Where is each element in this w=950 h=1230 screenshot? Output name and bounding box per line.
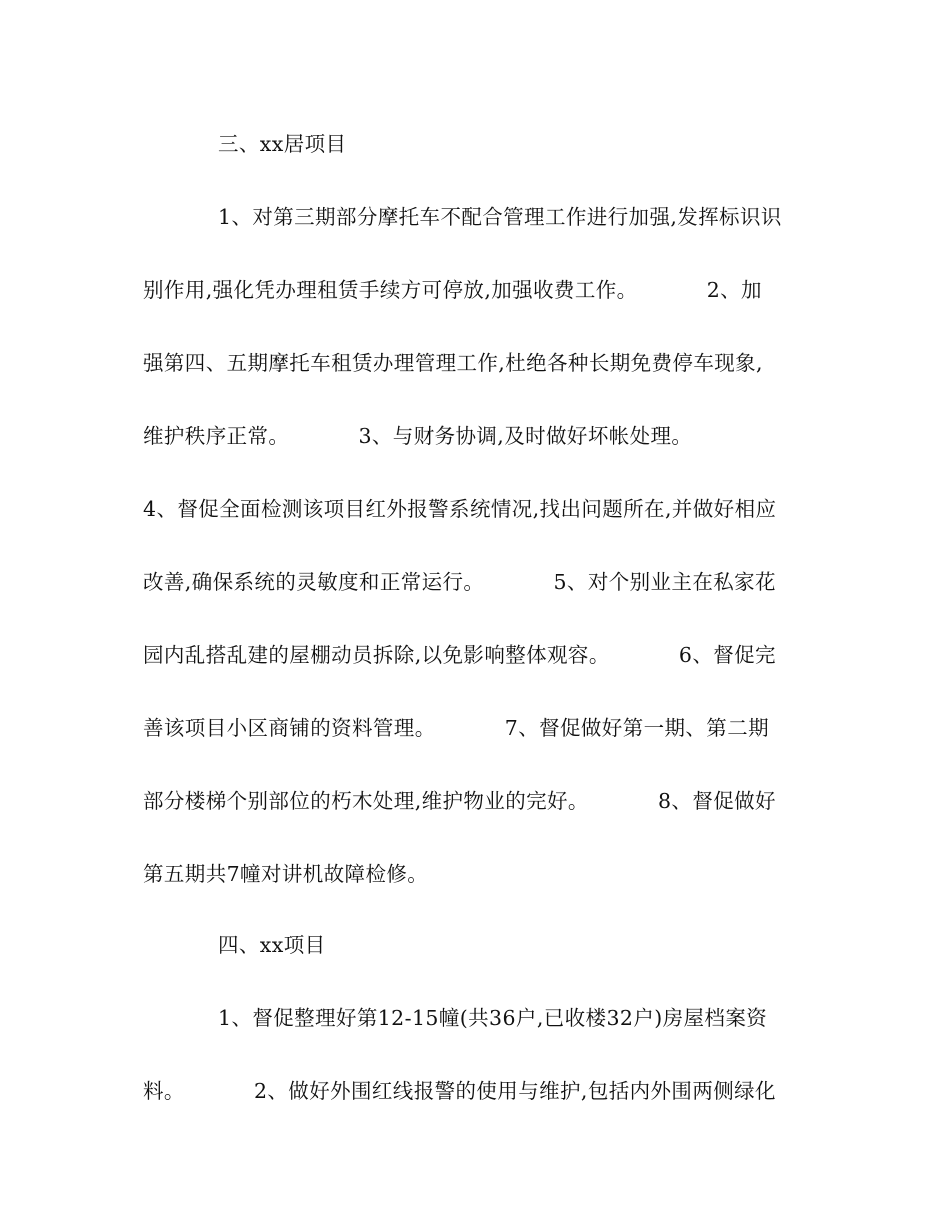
paragraph-line: 1、对第三期部分摩托车不配合管理工作进行加强,发挥标识识 (218, 205, 782, 229)
paragraph-line: 善该项目小区商铺的资料管理。 7、督促做好第一期、第二期 (143, 716, 770, 740)
paragraph-line: 园内乱搭乱建的屋棚动员拆除,以免影响整体观容。 6、督促完 (143, 643, 776, 667)
section-heading-3: 三、xx居项目 (218, 132, 347, 156)
paragraph-line: 第五期共7幢对讲机故障检修。 (143, 862, 429, 886)
paragraph-line: 改善,确保系统的灵敏度和正常运行。 5、对个别业主在私家花 (143, 570, 776, 594)
paragraph-line: 维护秩序正常。 3、与财务协调,及时做好坏帐处理。 (143, 424, 693, 448)
paragraph-line: 部分楼梯个别部位的朽木处理,维护物业的完好。 8、督促做好 (143, 789, 776, 813)
paragraph-line: 别作用,强化凭办理租赁手续方可停放,加强收费工作。 2、加 (143, 278, 762, 302)
paragraph-line: 料。 2、做好外围红线报警的使用与维护,包括内外围两侧绿化 (143, 1079, 776, 1103)
section-heading-4: 四、xx项目 (218, 933, 326, 957)
paragraph-line: 强第四、五期摩托车租赁办理管理工作,杜绝各种长期免费停车现象, (143, 351, 763, 375)
paragraph-line: 4、督促全面检测该项目红外报警系统情况,找出问题所在,并做好相应 (143, 497, 777, 521)
paragraph-line: 1、督促整理好第12-15幢(共36户,已收楼32户)房屋档案资 (218, 1006, 768, 1030)
